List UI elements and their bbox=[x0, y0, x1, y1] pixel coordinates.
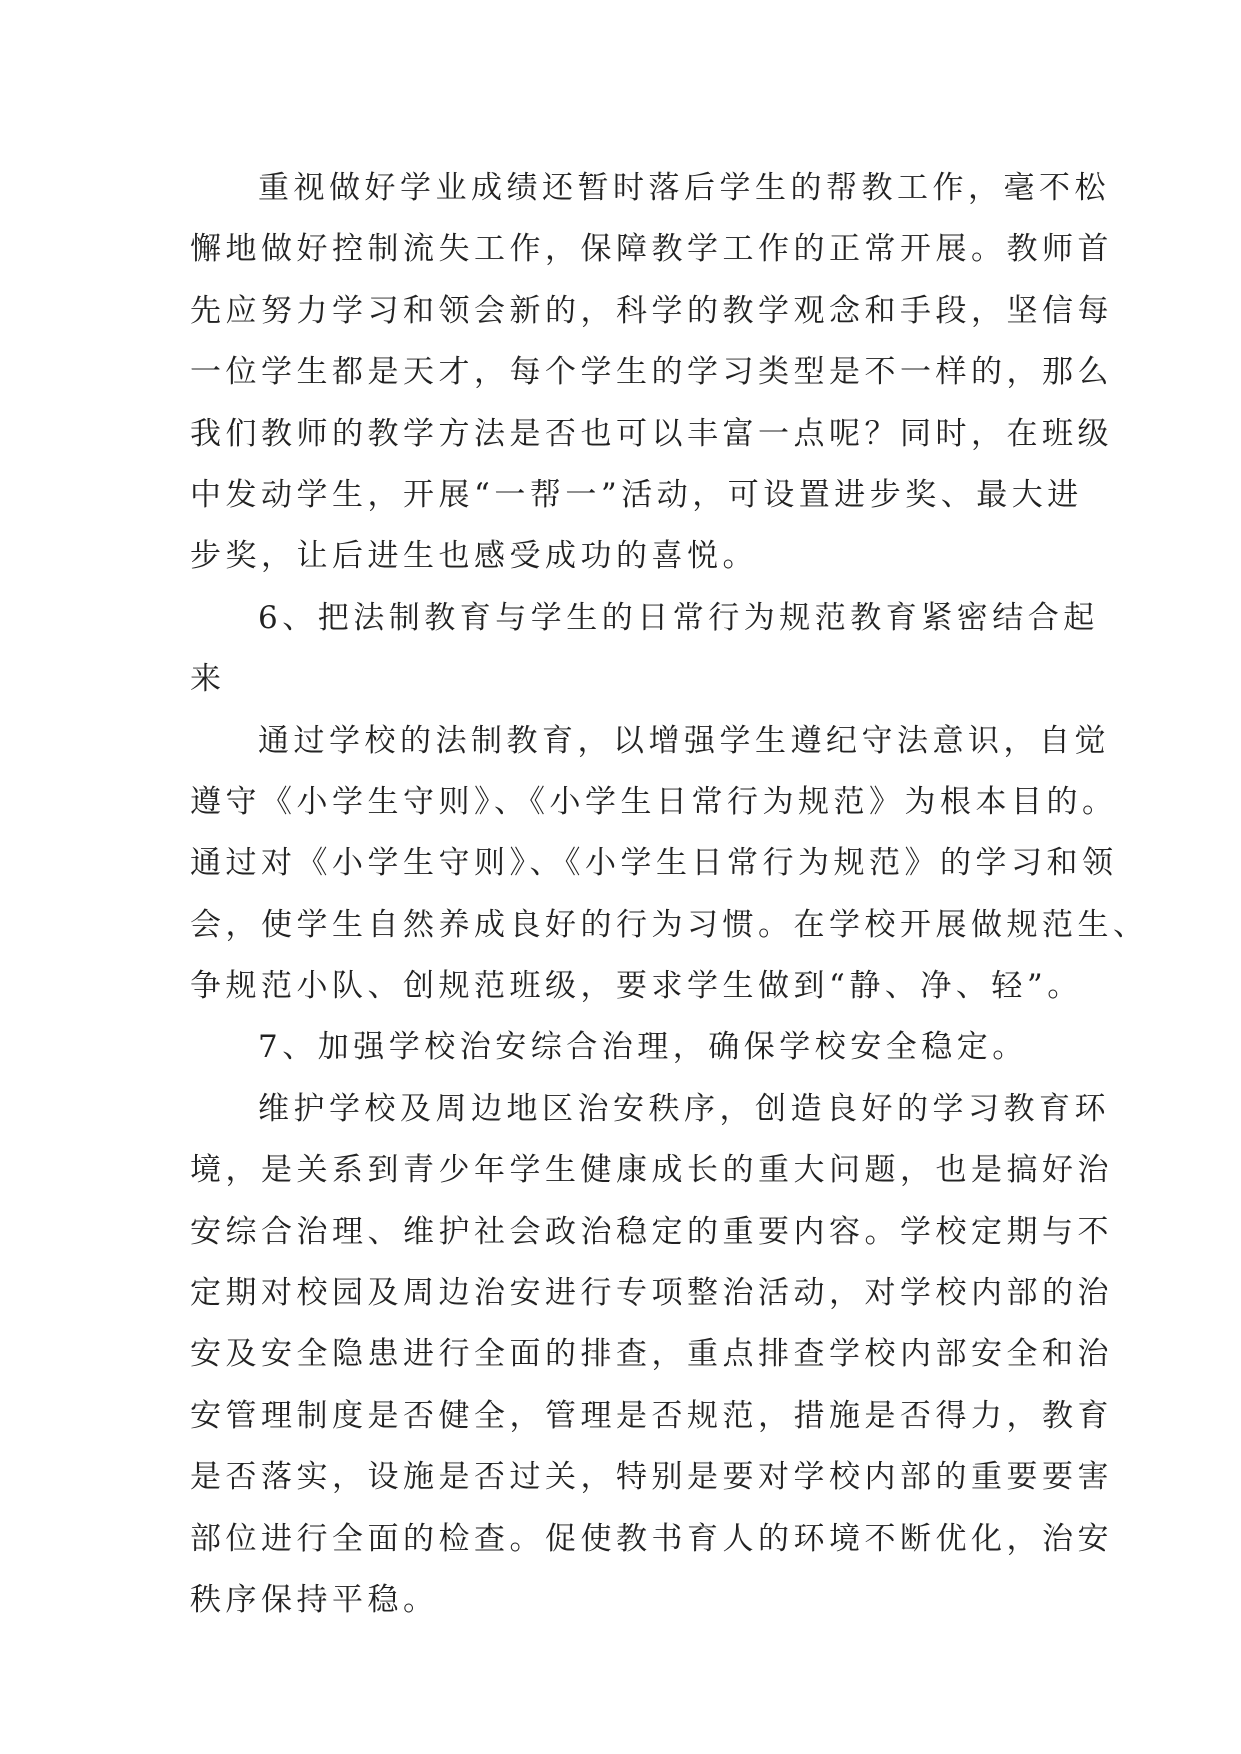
paragraph-line: 是否落实，设施是否过关，特别是要对学校内部的重要要害 bbox=[190, 1459, 1113, 1496]
section-heading-line: 7、加强学校治安综合治理，确保学校安全稳定。 bbox=[258, 1029, 1028, 1066]
paragraph-line: 部位进行全面的检查。促使教书育人的环境不断优化，治安 bbox=[190, 1520, 1113, 1557]
paragraph-line: 定期对校园及周边治安进行专项整治活动，对学校内部的治 bbox=[190, 1275, 1113, 1312]
paragraph-line: 秩序保持平稳。 bbox=[190, 1581, 439, 1618]
paragraph-line: 懈地做好控制流失工作，保障教学工作的正常开展。教师首 bbox=[190, 231, 1113, 268]
document-body bbox=[190, 158, 1149, 1631]
paragraph-line: 先应努力学习和领会新的，科学的教学观念和手段，坚信每 bbox=[190, 292, 1113, 329]
paragraph-line: 遵守《小学生守则》、《小学生日常行为规范》为根本目的。 bbox=[190, 783, 1118, 820]
paragraph-line: 安及安全隐患进行全面的排查，重点排查学校内部安全和治 bbox=[190, 1336, 1113, 1373]
paragraph-line: 安管理制度是否健全，管理是否规范，措施是否得力，教育 bbox=[190, 1397, 1113, 1434]
paragraph-line: 一位学生都是天才，每个学生的学习类型是不一样的，那么 bbox=[190, 354, 1113, 391]
paragraph-line: 会，使学生自然养成良好的行为习惯。在学校开展做规范生、 bbox=[190, 906, 1149, 943]
paragraph-line: 中发动学生，开展“一帮一”活动，可设置进步奖、最大进 bbox=[190, 476, 1083, 513]
paragraph-line: 维护学校及周边地区治安秩序，创造良好的学习教育环 bbox=[258, 1090, 1110, 1127]
paragraph-line: 重视做好学业成绩还暂时落后学生的帮教工作，毫不松 bbox=[258, 170, 1110, 206]
section-heading-line: 6、把法制教育与学生的日常行为规范教育紧密结合起 bbox=[258, 599, 1099, 636]
paragraph-line: 境，是关系到青少年学生健康成长的重大问题，也是搞好治 bbox=[190, 1152, 1113, 1189]
paragraph-line: 通过学校的法制教育，以增强学生遵纪守法意识，自觉 bbox=[258, 722, 1110, 759]
paragraph-line: 步奖，让后进生也感受成功的喜悦。 bbox=[190, 538, 758, 575]
section-heading-line: 来 bbox=[190, 661, 226, 698]
paragraph-line: 争规范小队、创规范班级，要求学生做到“静、净、轻”。 bbox=[190, 968, 1083, 1005]
paragraph-line: 我们教师的教学方法是否也可以丰富一点呢？同时，在班级 bbox=[190, 415, 1113, 452]
paragraph-line: 安综合治理、维护社会政治稳定的重要内容。学校定期与不 bbox=[190, 1213, 1113, 1250]
paragraph-line: 通过对《小学生守则》、《小学生日常行为规范》的学习和领 bbox=[190, 845, 1118, 882]
